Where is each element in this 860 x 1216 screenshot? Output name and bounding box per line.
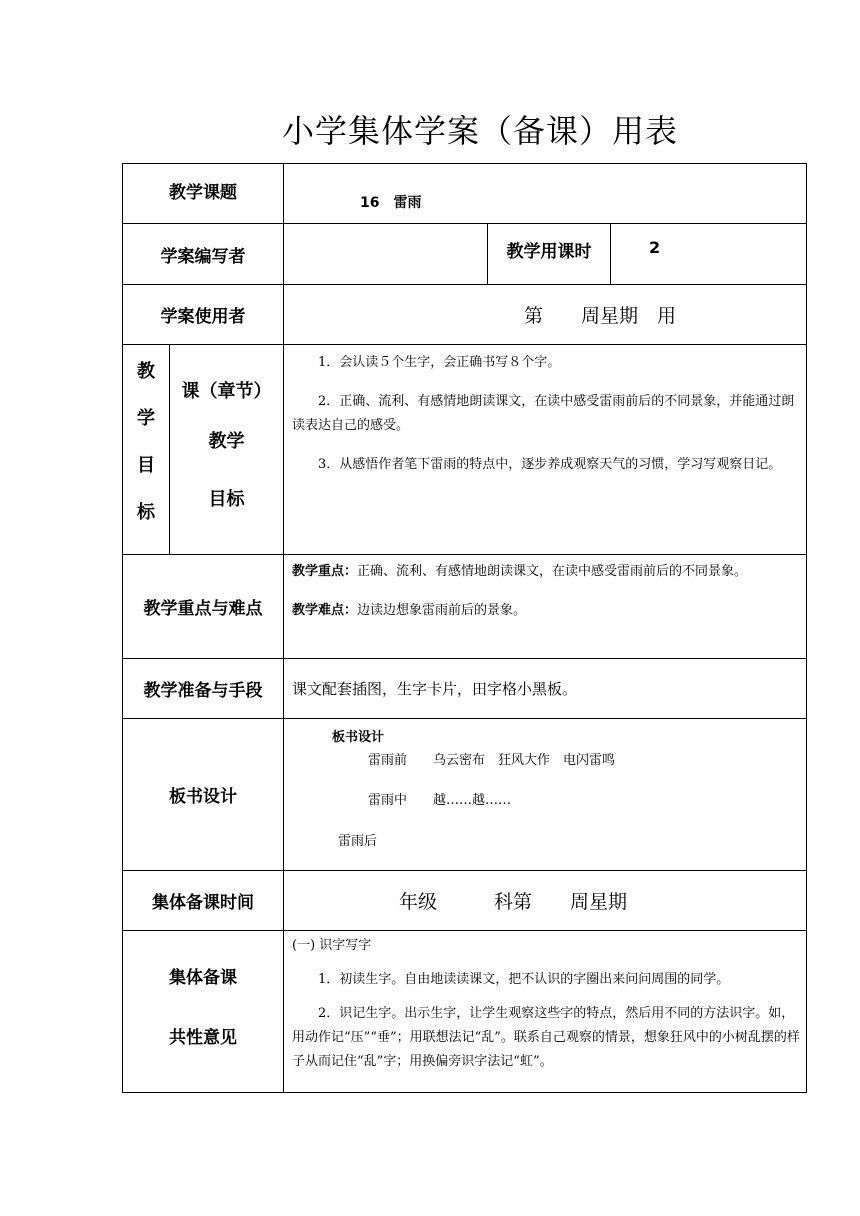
time-label: 集体备课时间 <box>123 871 284 931</box>
goals-char-3: 目 <box>137 455 155 476</box>
document-title: 小学集体学案（备课）用表 <box>281 112 678 150</box>
prep-value: 课文配套插图，生字卡片，田字格小黑板。 <box>284 659 807 719</box>
opinion-p2: 2．识记生字。出示生字，让学生观察这些字的特点，然后用不同的方法识字。如，用动作记“压”“垂”；用联想法记“乱”。联系自己观察的情景，想象狂风中的小树乱摆的样子从而记住“乱”字；用换偏旁识字法记“虹”。 <box>292 1006 800 1069</box>
opinion-content <box>284 931 807 1093</box>
opinion-label-line-1: 集体备课 <box>169 968 237 988</box>
goal-item-2: 2．正确、流利、有感情地朗读课文，在读中感受雷雨前后的不同景象，并能通过朗读表达自己的感受。 <box>292 394 795 433</box>
goals-inner-line-2: 教学 <box>208 431 245 452</box>
hours-value: 2 <box>611 224 807 285</box>
difficulty-label: 教学难点： <box>292 603 358 618</box>
row-goals <box>123 345 807 555</box>
topic-cell <box>284 164 807 224</box>
focus-label: 教学重点： <box>292 564 358 579</box>
board-line-3: 雷雨后 <box>338 834 378 849</box>
lesson-plan-table <box>122 163 807 1093</box>
opinion-label <box>123 931 284 1093</box>
keypoints-content <box>284 555 807 659</box>
time-value: 年级 科第 周星期 <box>284 871 807 931</box>
row-prep <box>123 659 807 719</box>
difficulty-text: 边读边想象雷雨前后的景象。 <box>357 603 527 618</box>
writer-value <box>284 224 488 285</box>
topic-label: 教学课题 <box>123 164 284 224</box>
goals-inner-line-3: 目标 <box>208 489 245 510</box>
row-user <box>123 285 807 345</box>
row-board <box>123 719 807 871</box>
board-content <box>284 719 807 871</box>
goals-inner-label <box>170 345 284 555</box>
hours-label: 教学用课时 <box>488 224 611 285</box>
board-line-1: 雷雨前 乌云密布 狂风大作 电闪雷鸣 <box>368 753 616 768</box>
opinion-p1: 1．初读生字。自由地读读课文，把不认识的字圈出来问问周围的同学。 <box>318 972 730 987</box>
board-label: 板书设计 <box>123 719 284 871</box>
goals-inner-line-1: 课（章节） <box>181 381 272 402</box>
goals-content <box>284 345 807 555</box>
goal-item-3: 3．从感悟作者笔下雷雨的特点中，逐步养成观察天气的习惯，学习写观察日记。 <box>318 457 782 472</box>
user-value: 第 周星期 用 <box>284 285 807 345</box>
goals-char-4: 标 <box>137 502 155 523</box>
row-opinion <box>123 931 807 1093</box>
difficulty-line <box>292 599 800 623</box>
opinion-label-line-2: 共性意见 <box>169 1028 237 1048</box>
goals-char-2: 学 <box>137 408 155 429</box>
user-label: 学案使用者 <box>123 285 284 345</box>
goal-item-1: 1．会认读５个生字，会正确书写８个字。 <box>318 355 561 370</box>
prep-label: 教学准备与手段 <box>123 659 284 719</box>
focus-line <box>292 560 800 584</box>
writer-label: 学案编写者 <box>123 224 284 285</box>
row-topic <box>123 164 807 224</box>
goals-char-1: 教 <box>137 361 155 382</box>
row-writer <box>123 224 807 285</box>
row-time <box>123 871 807 931</box>
keypoints-label: 教学重点与难点 <box>123 555 284 659</box>
focus-text: 正确、流利、有感情地朗读课文，在读中感受雷雨前后的不同景象。 <box>357 564 748 579</box>
topic-value: 16 雷雨 <box>360 195 422 211</box>
board-heading: 板书设计 <box>332 730 385 745</box>
row-keypoints <box>123 555 807 659</box>
board-line-2: 雷雨中 越……越…… <box>368 793 512 808</box>
opinion-section: (一) 识字写字 <box>292 938 372 953</box>
goals-outer-label <box>123 345 170 555</box>
